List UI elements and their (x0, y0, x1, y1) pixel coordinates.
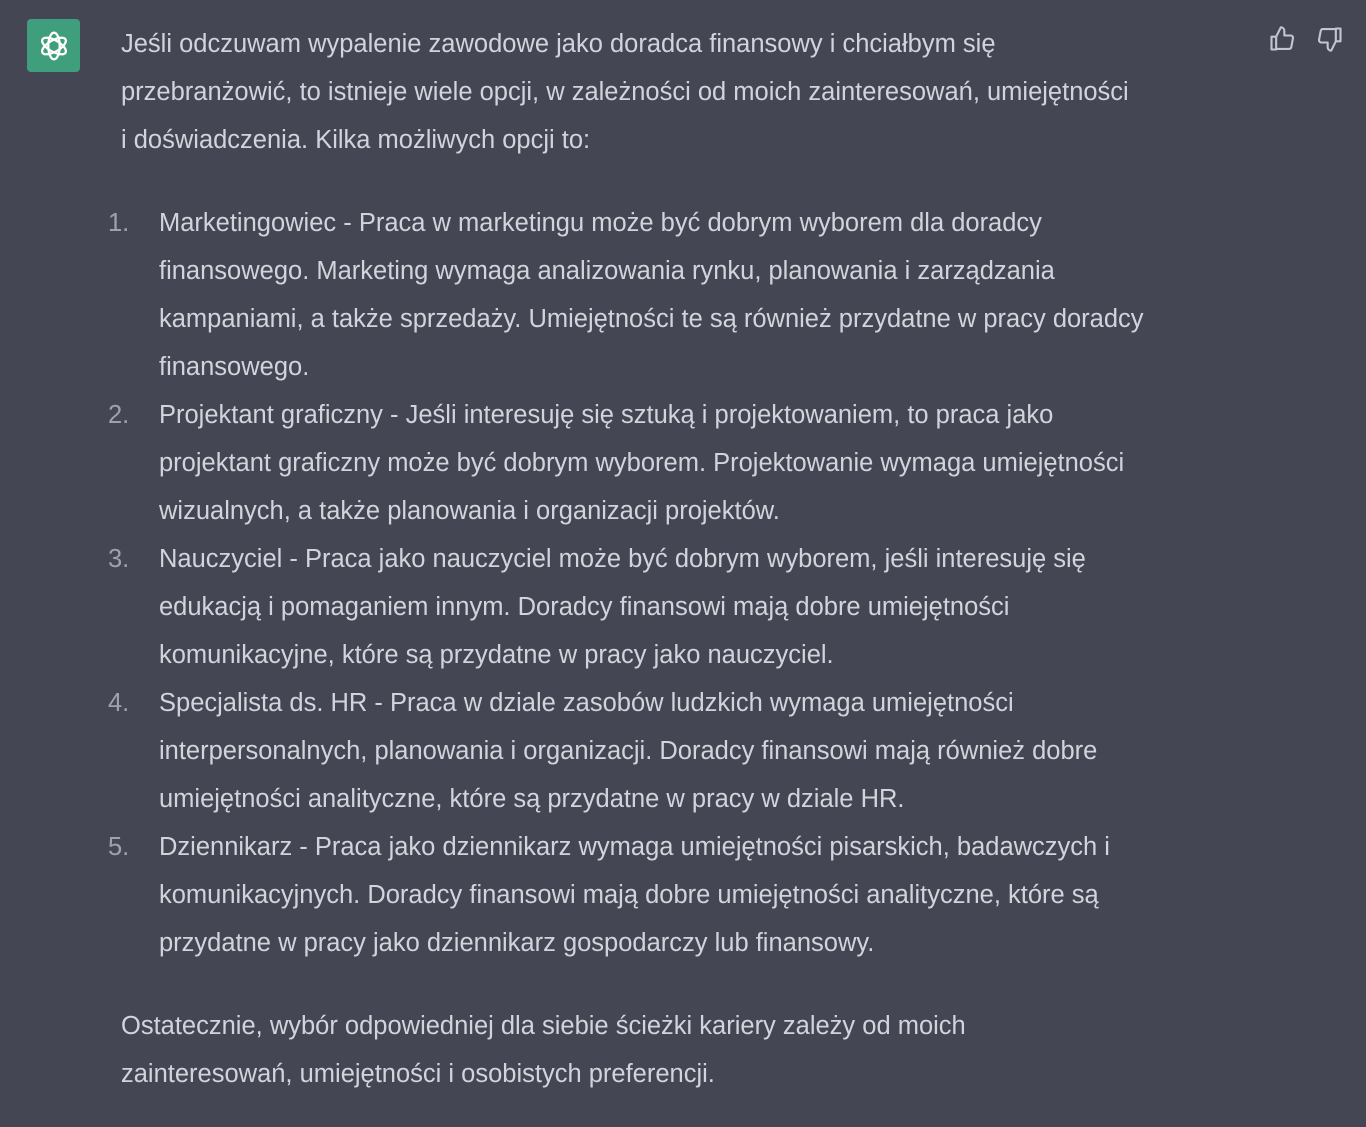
list-number: 3. (108, 545, 130, 573)
text-line: Specjalista ds. HR - Praca w dziale zasobów ludzkich wymaga umiejętności (159, 689, 1014, 717)
text-line: komunikacyjnych. Doradcy finansowi mają dobre umiejętności analityczne, które są (159, 881, 1099, 909)
text-line: finansowego. (159, 353, 310, 381)
text-line: przydatne w pracy jako dziennikarz gospodarczy lub finansowy. (159, 929, 875, 957)
text-line: komunikacyjne, które są przydatne w pracy jako nauczyciel. (159, 641, 834, 669)
list-number: 1. (108, 209, 130, 237)
list-number: 5. (108, 833, 130, 861)
text-line: Dziennikarz - Praca jako dziennikarz wymaga umiejętności pisarskich, badawczych i (159, 833, 1110, 861)
conclusion-paragraph (121, 1002, 1251, 1098)
feedback-actions (1268, 24, 1344, 54)
text-line: Projektant graficzny - Jeśli interesuję się sztuką i projektowaniem, to praca jako (159, 401, 1054, 429)
list-number: 4. (108, 689, 130, 717)
intro-paragraph (121, 20, 1251, 164)
options-list (108, 199, 1251, 967)
list-item (108, 391, 1251, 535)
openai-logo-icon (35, 27, 73, 65)
text-line: interpersonalnych, planowania i organizacji. Doradcy finansowi mają również dobre (159, 737, 1098, 765)
text-line: finansowego. Marketing wymaga analizowania rynku, planowania i zarządzania (159, 257, 1055, 285)
list-item (108, 199, 1251, 391)
assistant-message (108, 20, 1251, 1098)
text-line: kampaniami, a także sprzedaży. Umiejętności te są również przydatne w pracy doradcy (159, 305, 1144, 333)
text-line: wizualnych, a także planowania i organizacji projektów. (159, 497, 780, 525)
thumbs-up-icon[interactable] (1268, 24, 1296, 54)
text-line: projektant graficzny może być dobrym wyborem. Projektowanie wymaga umiejętności (159, 449, 1125, 477)
list-item (108, 679, 1251, 823)
text-line: Jeśli odczuwam wypalenie zawodowe jako doradca finansowy i chciałbym się (121, 30, 996, 58)
text-line: Marketingowiec - Praca w marketingu może być dobrym wyborem dla doradcy (159, 209, 1042, 237)
text-line: Nauczyciel - Praca jako nauczyciel może być dobrym wyborem, jeśli interesuję się (159, 545, 1086, 573)
list-number: 2. (108, 401, 130, 429)
thumbs-down-icon[interactable] (1316, 24, 1344, 54)
assistant-avatar (27, 19, 80, 72)
text-line: i doświadczenia. Kilka możliwych opcji to: (121, 126, 591, 154)
text-line: Ostatecznie, wybór odpowiedniej dla siebie ścieżki kariery zależy od moich (121, 1012, 966, 1040)
list-item (108, 823, 1251, 967)
text-line: umiejętności analityczne, które są przydatne w pracy w dziale HR. (159, 785, 905, 813)
text-line: zainteresowań, umiejętności i osobistych preferencji. (121, 1060, 715, 1088)
text-line: przebranżowić, to istnieje wiele opcji, w zależności od moich zainteresowań, umiejętności (121, 78, 1129, 106)
list-item (108, 535, 1251, 679)
text-line: edukacją i pomaganiem innym. Doradcy finansowi mają dobre umiejętności (159, 593, 1010, 621)
